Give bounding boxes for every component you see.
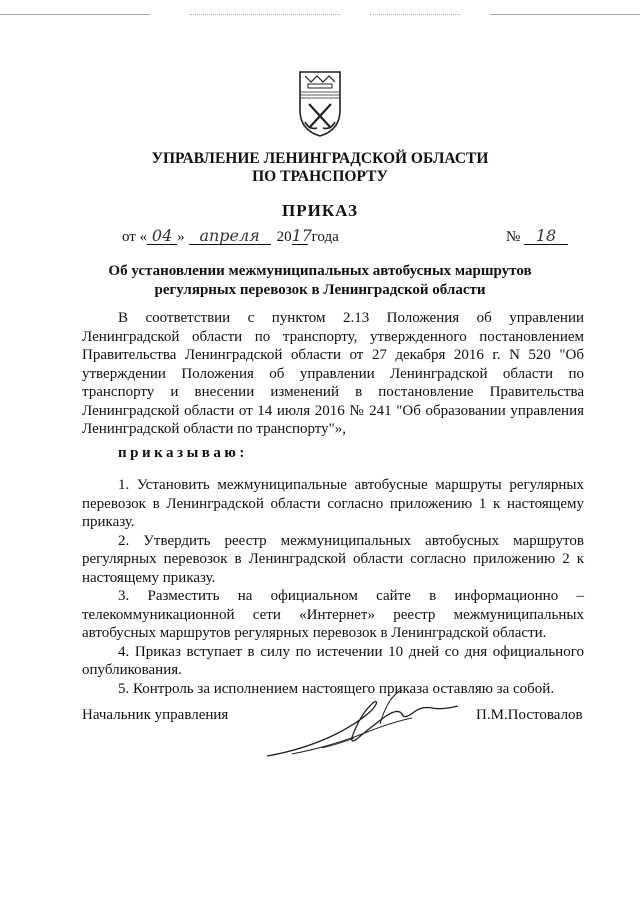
scan-edge-line <box>0 14 150 15</box>
date-mid: » <box>177 229 185 245</box>
scan-edge-line <box>490 14 640 15</box>
order-number <box>506 228 568 246</box>
date-month: апреля <box>189 228 271 245</box>
order-item: 3. Разместить на официальном сайте в информационно – телекоммуникационной сети «Интернет» реестр межмуниципальных автобусных маршрутов регулярных перевозок в Ленинградской области. <box>82 588 584 641</box>
order-item: 1. Установить межмуниципальные автобусные маршруты регулярных перевозок в Ленинградской области согласно приложению 1 к настоящему приказу. <box>82 477 584 530</box>
date-prefix: от « <box>122 229 148 245</box>
subject-line2: регулярных перевозок в Ленинградской области <box>154 282 486 298</box>
preamble-text: В соответствии с пунктом 2.13 Положения об управлении Ленинградской области по транспорту, утвержденного постановлением Правительства Ленинградской области от 27 декабря 2016 г. N 520 "Об утверждении Положения об управлении Ленинградской области по транспорту и внесении изменений в постановление Правительства Ленинградской области от 14 июля 2016 № 241 "Об образовании управления Ленинградской области по транспорту"», <box>82 310 584 437</box>
subject-line1: Об установлении межмуниципальных автобусных маршрутов <box>108 263 532 279</box>
order-item: 4. Приказ вступает в силу по истечении 10 дней со дня официального опубликования. <box>82 643 584 678</box>
document-title: ПРИКАЗ <box>282 201 358 220</box>
date-year-suffix: 17 <box>291 226 312 245</box>
date-day: 04 <box>147 228 177 245</box>
org-name-line2: ПО ТРАНСПОРТУ <box>252 168 388 185</box>
order-subject <box>0 262 640 300</box>
date-line <box>122 228 339 246</box>
order-items <box>82 476 584 698</box>
signatory-name: П.М.Постовалов <box>476 707 583 723</box>
preamble <box>82 309 584 439</box>
coat-of-arms-icon <box>297 70 343 138</box>
order-item: 5. Контроль за исполнением настоящего приказа оставляю за собой. <box>118 680 555 697</box>
order-number-value: 18 <box>524 228 568 245</box>
org-name-line1: УПРАВЛЕНИЕ ЛЕНИНГРАДСКОЙ ОБЛАСТИ <box>151 150 489 167</box>
date-year-prefix: 20 <box>276 229 292 245</box>
order-number-label: № <box>506 229 521 245</box>
date-suffix: года <box>311 229 339 245</box>
handwritten-signature <box>262 688 462 763</box>
scan-edge-line <box>190 14 340 15</box>
signatory-position: Начальник управления <box>82 707 229 723</box>
scan-edge-line <box>370 14 460 15</box>
command-word: приказываю: <box>118 445 248 461</box>
order-item: 2. Утвердить реестр межмуниципальных автобусных маршрутов регулярных перевозок в Ленинградской области согласно приложению 2 к настоящему приказу. <box>82 532 584 586</box>
